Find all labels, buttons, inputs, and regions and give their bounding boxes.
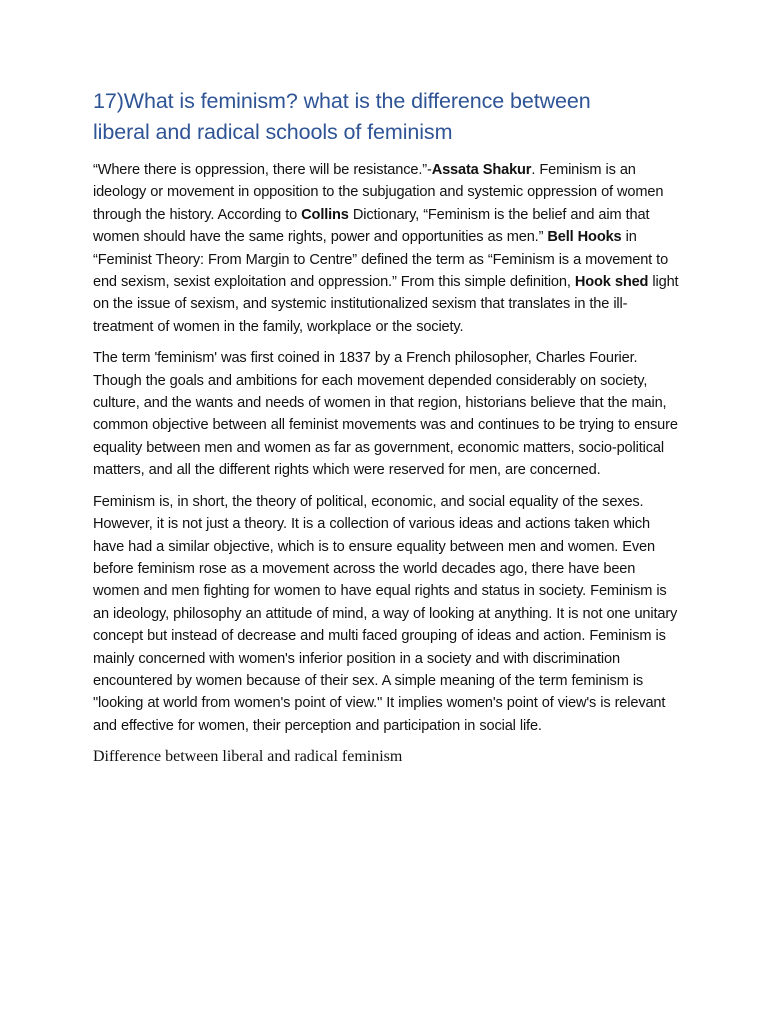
bell-hooks-name: Bell Hooks xyxy=(547,229,622,246)
title-line-2: liberal and radical schools of feminism xyxy=(93,120,453,144)
quote-text: “Where there is oppression, there will be resistance.”- xyxy=(93,162,432,178)
author-name: Assata Shakur xyxy=(431,162,532,178)
intro-text-4: light on the issue of sexism, and systemic institutionalized sexism that translates in the ill- treatment of women in the family, workplace or the society. xyxy=(93,274,679,335)
paragraph-intro xyxy=(93,159,683,338)
document-page xyxy=(93,86,683,768)
paragraph-history: The term 'feminism' was first coined in 1837 by a French philosopher, Charles Fourier. Though the goals and ambitions for each movement depended considerably on society, culture, and the wants and needs of women in that region, historians believe that the main, common objective between all feminist movements was and continues to be trying to ensure equality between men and women as far as government, economic matters, socio-political matters, and all the different rights which were reserved for men, are concerned. xyxy=(93,350,678,479)
intro-text-3: in “Feminist Theory: From Margin to Centre” defined the term as “Feminism is a movement to end sexism, sexist exploitation and oppression.” From this simple definition, xyxy=(93,229,669,291)
hook-shed-text: Hook shed xyxy=(574,274,649,291)
section-subheading: Difference between liberal and radical feminism xyxy=(93,748,403,766)
title-line-1: 17)What is feminism? what is the difference between xyxy=(93,89,591,113)
intro-text-1: . Feminism is an ideology or movement in opposition to the subjugation and systemic oppression of women through the history. According to xyxy=(93,162,664,223)
collins-name: Collins xyxy=(301,206,349,223)
page-title xyxy=(93,86,683,148)
paragraph-definition: Feminism is, in short, the theory of political, economic, and social equality of the sexes. However, it is not just a theory. It is a collection of various ideas and actions taken which have had a similar objective, which is to ensure equality between men and women. Even before feminism rose as a movement across the world decades ago, there have been women and men fighting for women to have equal rights and status in society. Feminism is an ideology, philosophy an attitude of mind, a way of looking at anything. It is not one unitary concept but instead of decrease and multi faced grouping of ideas and action. Feminism is mainly concerned with women's inferior position in a society and with discrimination encountered by women because of their sex. A simple meaning of the term feminism is "looking at world from women's point of view." It implies women's point of view's is relevant and effective for women, their perception and participation in social life. xyxy=(93,493,678,734)
intro-text-2: Dictionary, “Feminism is the belief and aim that women should have the same rights, power and opportunities as men.” xyxy=(93,206,650,246)
